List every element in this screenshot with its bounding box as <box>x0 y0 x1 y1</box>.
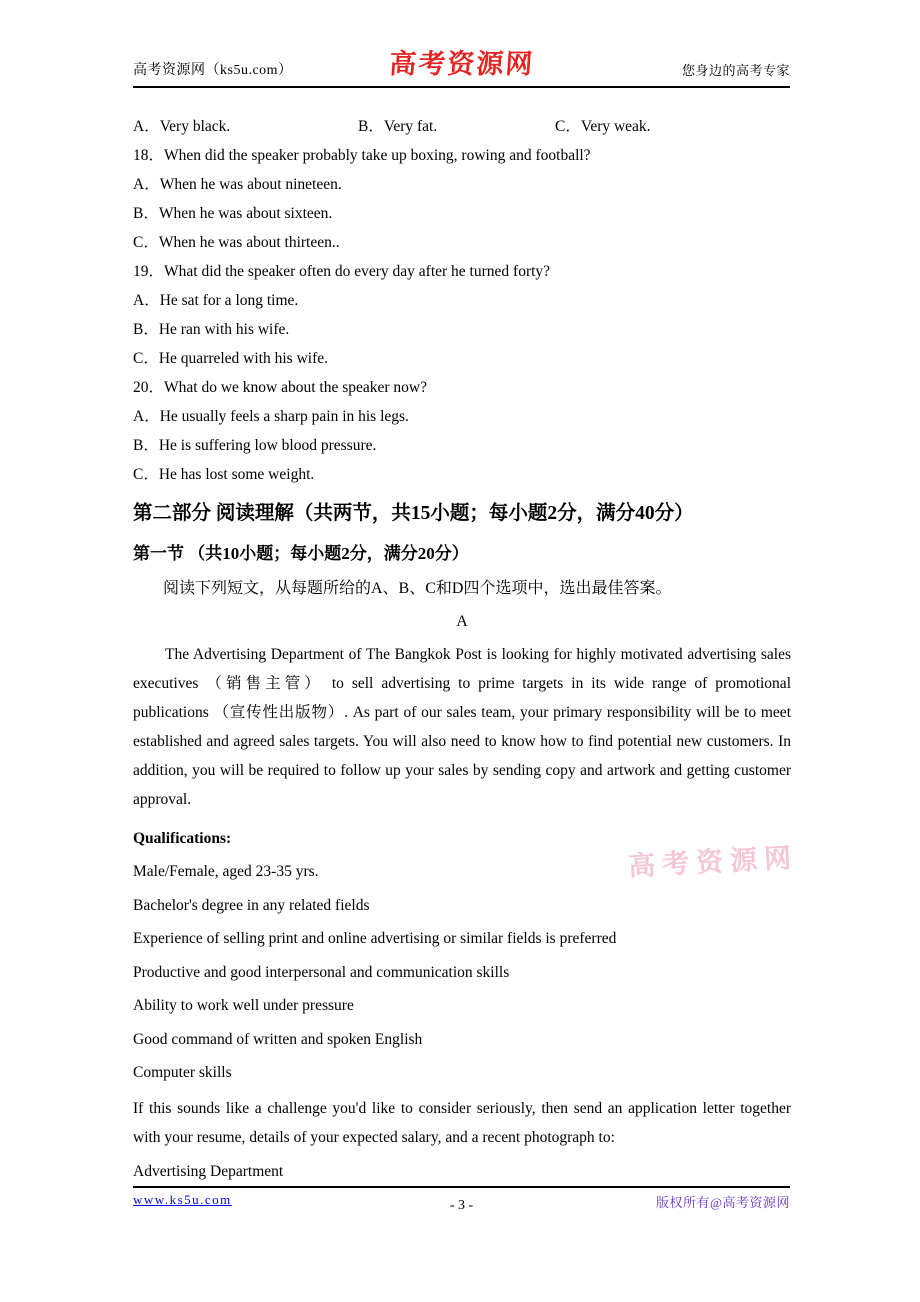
page-header <box>133 40 790 86</box>
footer-copyright: 版权所有@高考资源网 <box>656 1195 790 1210</box>
question-19-option-b: B．He ran with his wife. <box>133 321 290 338</box>
question-17-options-row <box>133 112 791 141</box>
question-20-option-b: B．He is suffering low blood pressure. <box>133 437 377 454</box>
question-19-option-c: C．He quarreled with his wife. <box>133 350 328 367</box>
question-19-option-a: A．He sat for a long time. <box>133 292 299 309</box>
option-a: A．Very black. <box>133 118 231 135</box>
qualification-item: Good command of written and spoken English <box>133 1030 423 1048</box>
qualification-item: Computer skills <box>133 1064 232 1081</box>
qualifications-heading: Qualifications: <box>133 830 232 847</box>
section-instructions: 阅读下列短文，从每题所给的A、B、C和D四个选项中，选出最佳答案。 <box>163 580 672 597</box>
header-tagline: 您身边的高考专家 <box>681 63 790 78</box>
part-2-title: 第二部分 阅读理解（共两节，共15小题；每小题2分，满分40分） <box>133 503 694 524</box>
question-20-stem: 20．What do we know about the speaker now? <box>133 379 427 396</box>
option-c: C．Very weak. <box>555 118 651 135</box>
footer-divider <box>133 1186 790 1188</box>
header-site-name: 高考资源网（ks5u.com） <box>133 63 293 78</box>
site-logo: 高考资源网 <box>387 49 535 79</box>
document-body <box>133 112 791 1187</box>
question-18-stem: 18．When did the speaker probably take up boxing, rowing and football? <box>133 147 591 164</box>
qualification-item: Male/Female, aged 23-35 yrs. <box>133 863 319 880</box>
page-number: - 3 - <box>449 1198 474 1213</box>
section-1-title: 第一节 （共10小题；每小题2分，满分20分） <box>133 544 469 563</box>
header-divider <box>133 86 790 88</box>
qualification-item: Productive and good interpersonal and communication skills <box>133 963 510 981</box>
option-b: B．Very fat. <box>358 118 438 135</box>
address-line-1: Advertising Department <box>133 1162 284 1180</box>
closing-paragraph: If this sounds like a challenge you'd like to consider seriously, then send an application letter together with your resume, details of your expected salary, and a recent photograph to: <box>133 1099 791 1146</box>
question-19-stem: 19．What did the speaker often do every day after he turned forty? <box>133 263 551 280</box>
footer-site-link[interactable]: www.ks5u.com <box>133 1192 232 1207</box>
qualification-item: Bachelor's degree in any related fields <box>133 896 370 914</box>
question-18-option-a: A．When he was about nineteen. <box>133 176 342 193</box>
question-20-option-c: C．He has lost some weight. <box>133 466 315 483</box>
question-20-option-a: A．He usually feels a sharp pain in his legs. <box>133 408 409 425</box>
qualification-item: Experience of selling print and online advertising or similar fields is preferred <box>133 930 617 947</box>
passage-a-label: A <box>456 613 468 630</box>
question-18-option-c: C．When he was about thirteen.. <box>133 234 340 251</box>
qualification-item: Ability to work well under pressure <box>133 997 354 1014</box>
question-18-option-b: B．When he was about sixteen. <box>133 205 333 222</box>
page-footer <box>133 1190 790 1220</box>
passage-paragraph-1: The Advertising Department of The Bangkok Post is looking for highly motivated advertising sales executives （销售主管） to sell advertising to prime targets in its wide range of promotional publications （宣传性出版物）. As part of our sales team, your primary responsibility will be to meet established and agreed sales targets. You will also need to know how to find potential new customers. In addition, you will be required to follow up your sales by sending copy and artwork and getting customer approval. <box>133 646 791 808</box>
watermark-text: 高考资源网 <box>627 842 799 882</box>
